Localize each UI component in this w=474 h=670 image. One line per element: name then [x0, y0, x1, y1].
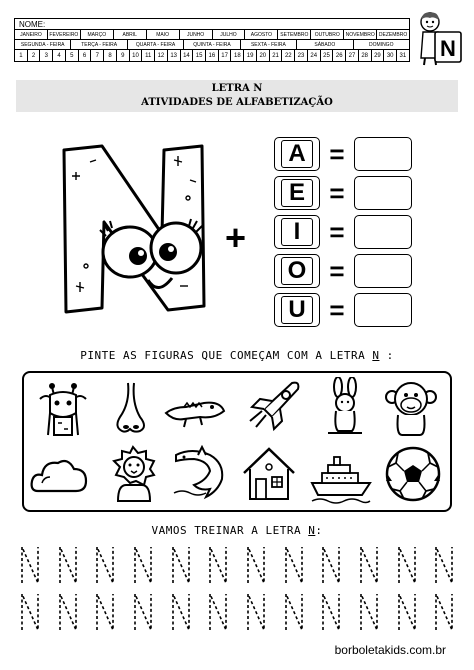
dashed-letter-n[interactable] [357, 592, 381, 632]
nose-icon[interactable] [100, 379, 162, 437]
soccer-ball-icon[interactable] [382, 445, 444, 503]
paint-instruction: PINTE AS FIGURAS QUE COMEÇAM COM A LETRA N : [80, 349, 394, 362]
vowel-tile [274, 176, 320, 210]
days-cell: 7 [91, 50, 104, 61]
dashed-letter-n[interactable] [169, 545, 193, 585]
weekdays-cell: TERÇA - FEIRA [71, 40, 127, 49]
vowel-equation-row [274, 175, 414, 211]
dashed-letter-n[interactable] [244, 592, 268, 632]
weekdays-cell: QUARTA - FEIRA [128, 40, 184, 49]
crocodile-icon[interactable] [164, 383, 226, 441]
title-line2: ATIVIDADES DE ALFABETIZAÇÃO [141, 97, 333, 108]
vowel-letter: O [281, 257, 313, 285]
weekdays-cell: SEXTA - FEIRA [241, 40, 297, 49]
days-cell: 25 [321, 50, 334, 61]
dashed-letter-n[interactable] [93, 592, 117, 632]
days-cell: 5 [66, 50, 79, 61]
dashed-letter-n[interactable] [282, 592, 306, 632]
dolphin-icon[interactable] [170, 445, 232, 503]
dashed-letter-n[interactable] [93, 545, 117, 585]
vowel-equation-row [274, 292, 414, 328]
dashed-letter-n[interactable] [169, 592, 193, 632]
days-cell: 10 [130, 50, 143, 61]
vowel-equation-row [274, 136, 414, 172]
months-cell: SETEMBRO [278, 30, 311, 39]
months-cell: JULHO [213, 30, 246, 39]
equals-sign: = [329, 295, 345, 325]
kid-with-letter-icon [413, 10, 463, 66]
months-cell: JUNHO [180, 30, 213, 39]
footer-site: borboletakids.com.br [334, 643, 446, 657]
dashed-letter-n[interactable] [357, 545, 381, 585]
months-cell: FEVEREIRO [48, 30, 81, 39]
days-cell: 24 [308, 50, 321, 61]
vowel-letter: A [281, 140, 313, 168]
days-cell: 12 [155, 50, 168, 61]
equals-sign: = [329, 217, 345, 247]
months-cell: MAIO [147, 30, 180, 39]
dashed-letter-n[interactable] [56, 545, 80, 585]
days-cell: 28 [359, 50, 372, 61]
equals-sign: = [329, 139, 345, 169]
days-cell: 4 [53, 50, 66, 61]
vowel-tile [274, 254, 320, 288]
days-cell: 17 [219, 50, 232, 61]
days-cell: 27 [346, 50, 359, 61]
vowel-tile [274, 215, 320, 249]
weekdays-cell: DOMINGO [369, 41, 394, 48]
dashed-letter-n[interactable] [432, 592, 456, 632]
answer-box[interactable] [354, 293, 412, 327]
months-row [15, 30, 409, 40]
days-cell: 2 [28, 50, 41, 61]
days-cell: 19 [244, 50, 257, 61]
dashed-letter-n[interactable] [282, 545, 306, 585]
equals-sign: = [329, 256, 345, 286]
house-icon[interactable] [238, 445, 300, 503]
answer-box[interactable] [354, 215, 412, 249]
answer-box[interactable] [354, 137, 412, 171]
weekdays-cell: QUINTA - FEIRA [184, 40, 240, 49]
days-cell: 14 [181, 50, 194, 61]
giraffe-icon[interactable] [32, 379, 94, 437]
days-row [15, 50, 409, 61]
weekdays-row [15, 40, 409, 50]
days-cell: 26 [333, 50, 346, 61]
title-banner [16, 80, 458, 112]
days-cell: 30 [384, 50, 397, 61]
days-cell: 22 [282, 50, 295, 61]
days-cell: 1 [15, 50, 28, 61]
tracing-row-2 [12, 592, 464, 632]
figures-box [22, 371, 452, 512]
days-cell: 11 [142, 50, 155, 61]
months-cell: DEZEMBRO [378, 31, 408, 38]
days-cell: 21 [270, 50, 283, 61]
vowel-letter: I [281, 218, 313, 246]
badge-letter: N [440, 36, 456, 61]
months-cell: NOVEMBRO [344, 30, 377, 39]
days-cell: 15 [193, 50, 206, 61]
months-cell: OUTUBRO [311, 30, 344, 39]
ship-icon[interactable] [310, 447, 372, 505]
months-cell: MARÇO [81, 30, 114, 39]
vowel-equation-row [274, 214, 414, 250]
plus-sign: + [225, 217, 247, 258]
dashed-letter-n[interactable] [319, 545, 343, 585]
months-cell: JANEIRO [15, 30, 48, 39]
student-header-table [14, 18, 410, 62]
dashed-letter-n[interactable] [131, 545, 155, 585]
days-cell: 9 [117, 50, 130, 61]
dashed-letter-n[interactable] [432, 545, 456, 585]
monkey-icon[interactable] [380, 379, 442, 437]
equals-sign: = [329, 178, 345, 208]
vowel-letter: U [281, 296, 313, 324]
months-cell: AGOSTO [245, 30, 278, 39]
days-cell: 29 [372, 50, 385, 61]
dashed-letter-n[interactable] [395, 545, 419, 585]
dashed-letter-n[interactable] [56, 592, 80, 632]
days-cell: 13 [168, 50, 181, 61]
days-cell: 16 [206, 50, 219, 61]
rabbit-icon[interactable] [314, 377, 376, 435]
dashed-letter-n[interactable] [206, 592, 230, 632]
days-cell: 31 [399, 52, 407, 59]
vowel-tile [274, 293, 320, 327]
rocket-icon[interactable] [242, 377, 304, 435]
vowel-equation-row [274, 253, 414, 289]
dashed-letter-n[interactable] [206, 545, 230, 585]
weekdays-cell: SÁBADO [297, 40, 353, 49]
dashed-letter-n[interactable] [244, 545, 268, 585]
days-cell: 6 [79, 50, 92, 61]
cloud-icon[interactable] [28, 447, 90, 505]
dashed-letter-n[interactable] [395, 592, 419, 632]
days-cell: 8 [104, 50, 117, 61]
name-label: NOME: [19, 20, 46, 29]
name-field[interactable] [15, 19, 409, 30]
train-instruction: VAMOS TREINAR A LETRA N: [151, 524, 323, 537]
big-letter-n-character [50, 136, 218, 318]
days-cell: 23 [295, 50, 308, 61]
days-cell: 3 [40, 50, 53, 61]
vowel-letter: E [281, 179, 313, 207]
dashed-letter-n[interactable] [319, 592, 343, 632]
answer-box[interactable] [354, 176, 412, 210]
dashed-letter-n[interactable] [18, 545, 42, 585]
dashed-letter-n[interactable] [131, 592, 155, 632]
days-cell: 18 [231, 50, 244, 61]
days-cell: 20 [257, 50, 270, 61]
weekdays-cell: SEGUNDA - FEIRA [15, 40, 71, 49]
tracing-row-1 [12, 545, 464, 585]
lion-icon[interactable] [102, 445, 164, 503]
vowel-tile [274, 137, 320, 171]
months-cell: ABRIL [114, 30, 147, 39]
dashed-letter-n[interactable] [18, 592, 42, 632]
title-line1: LETRA N [211, 83, 263, 94]
answer-box[interactable] [354, 254, 412, 288]
